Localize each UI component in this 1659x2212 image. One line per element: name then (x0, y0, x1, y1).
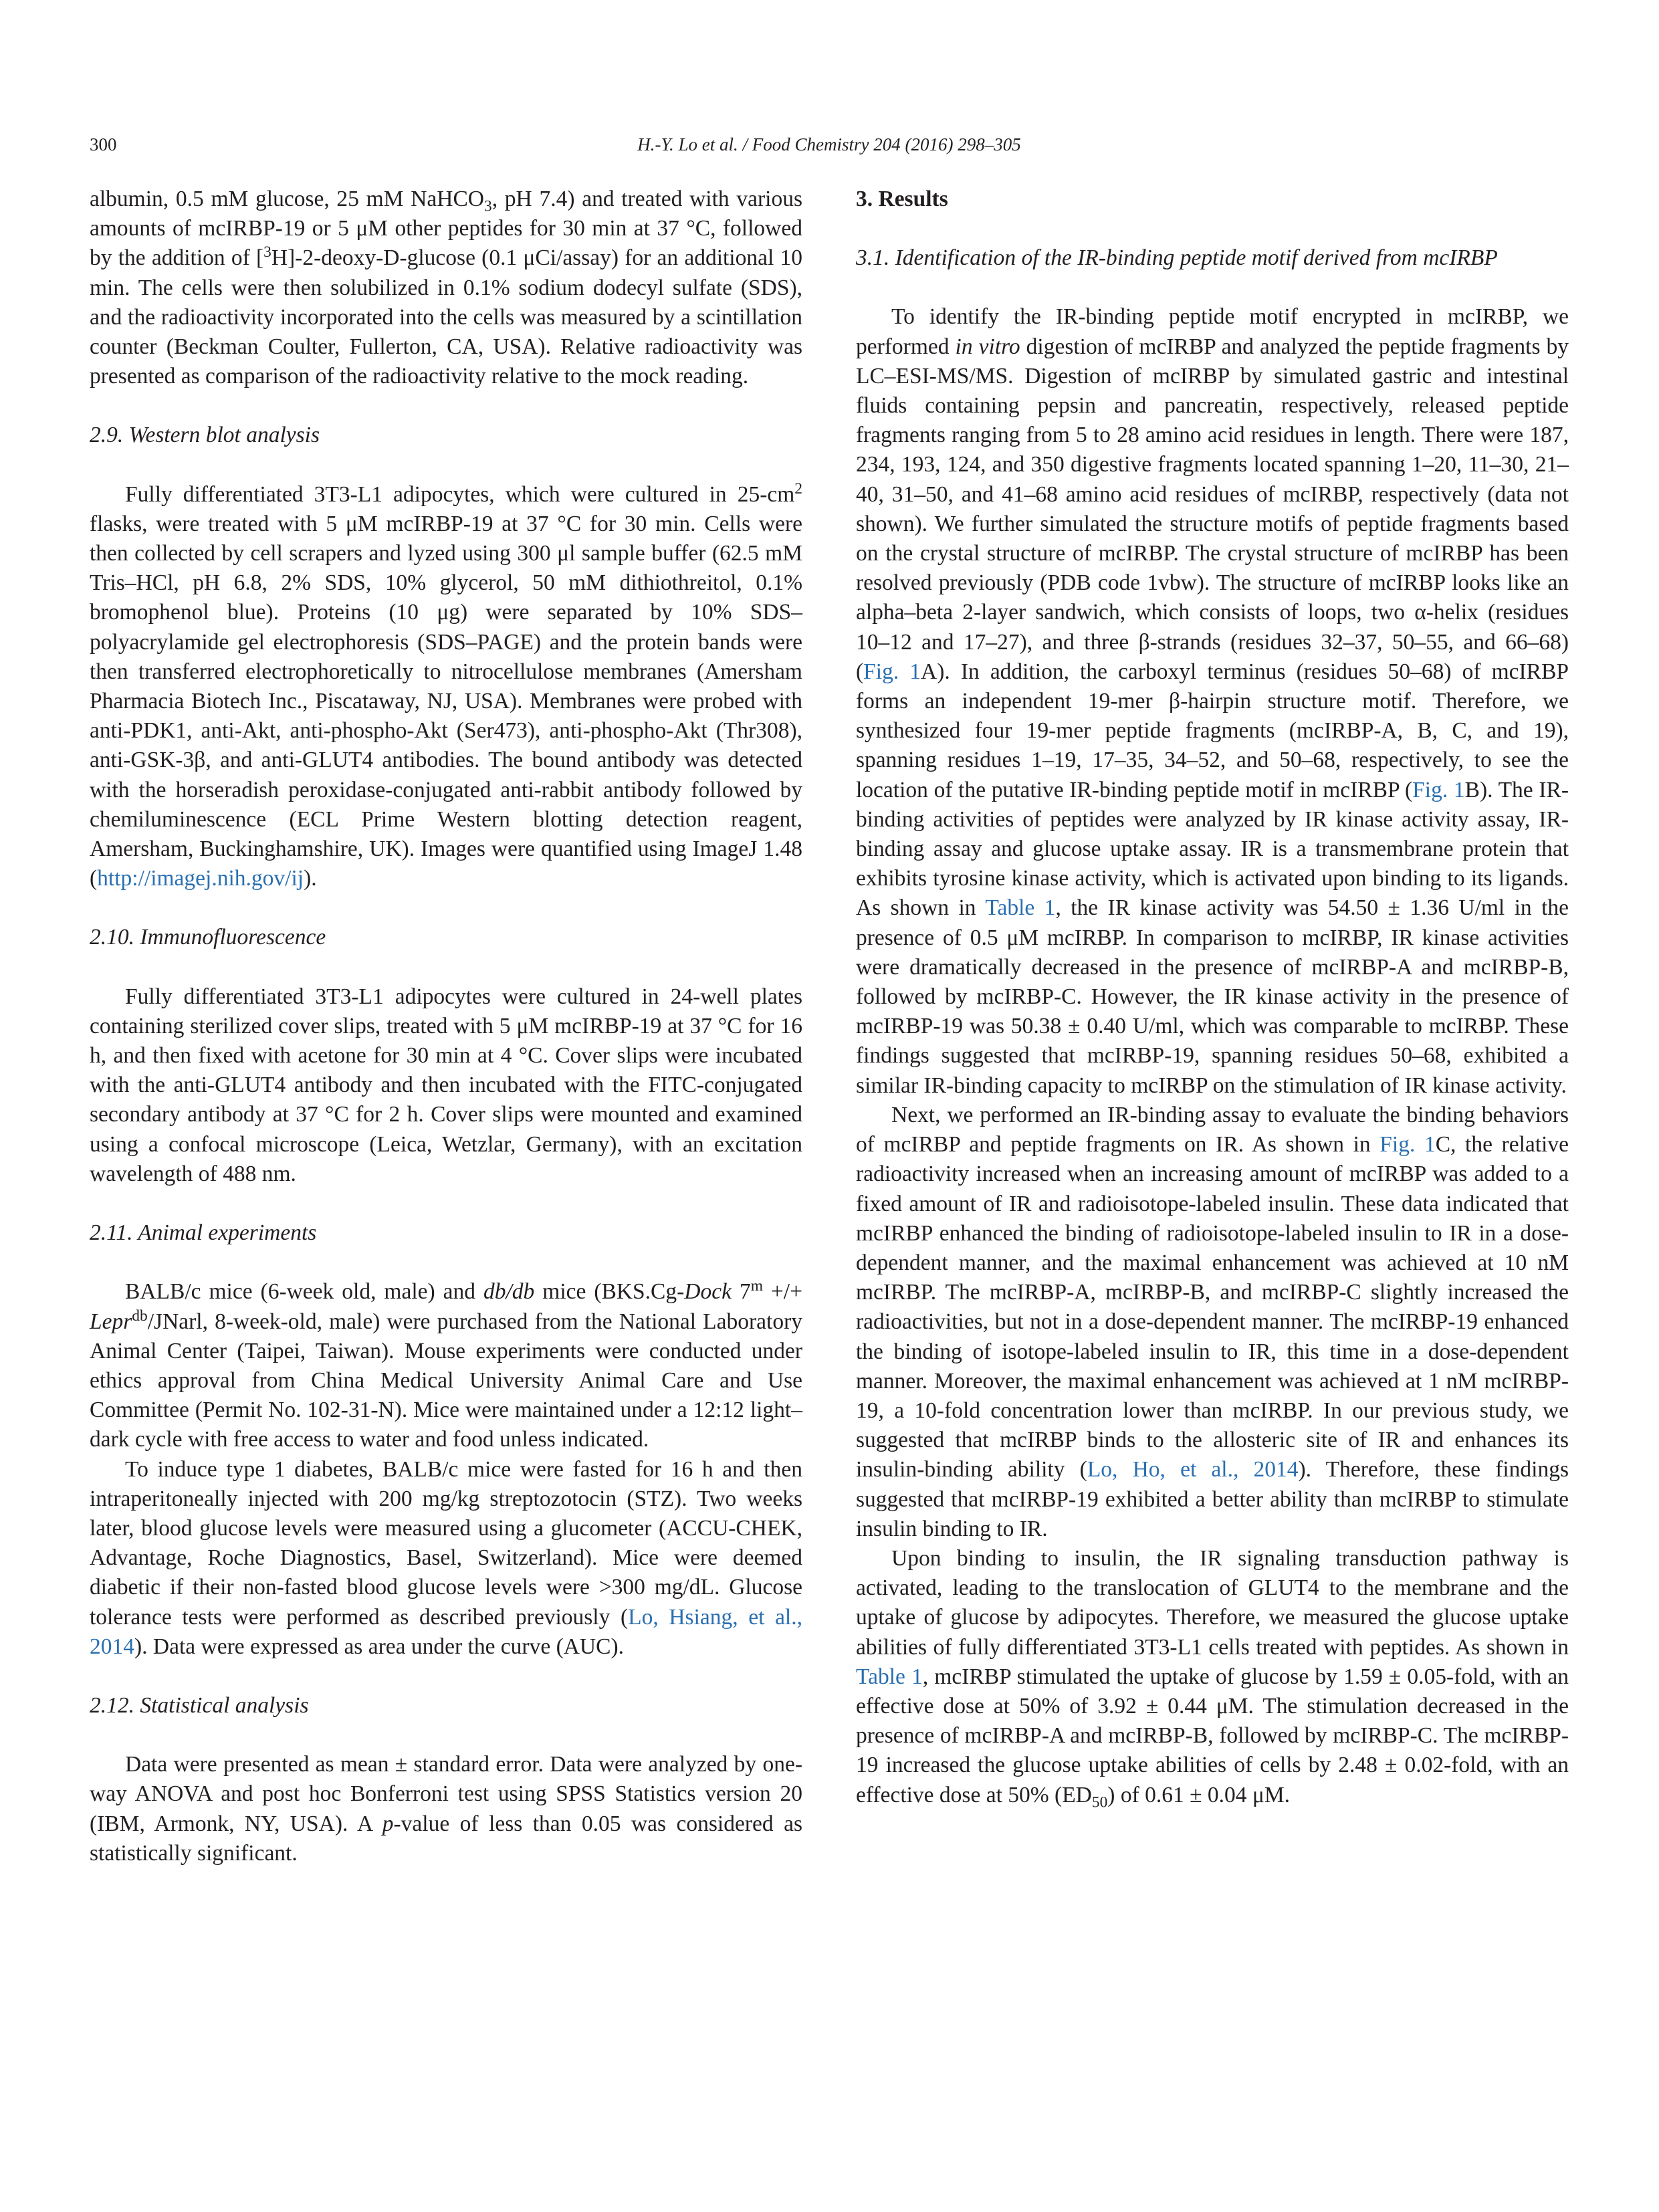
paragraph-results-3: Upon binding to insulin, the IR signaling transduction pathway is activated, leading to the translocation of GLUT4 to the membrane and the uptake of glucose by adipocytes. Therefore, we measured the glucose uptake abilities of fully differentiated 3T3-L1 cells treated with peptides. As shown in Table 1, mcIRBP stimulated the uptake of glucose by 1.59 ± 0.05-fold, with an effective dose at 50% of 3.92 ± 0.44 μM. The stimulation decreased in the presence of mcIRBP-A and mcIRBP-B, followed by mcIRBP-C. The mcIRBP-19 increased the glucose uptake abilities of cells by 2.48 ± 0.02-fold, with an effective dose at 50% $(ED_{50})$ of 0.61 ± 0.04 μM. (856, 1545, 1569, 1811)
paragraph-animal-diabetes: To induce type 1 diabetes, BALB/c mice were fasted for 16 h and then intraperitoneally injected with 200 mg/kg streptozotocin (STZ). Two weeks later, blood glucose levels were measured using a glucometer (ACCU-CHEK, Advantage, Roche Diagnostics, Basel, Switzerland). Mice were deemed diabetic if their non-fasted blood glucose levels were >300 mg/dL. Glucose tolerance tests were performed as described previously (Lo, Hsiang, et al., 2014). Data were expressed as area under the curve (AUC). (90, 1456, 802, 1659)
figure-link[interactable]: Fig. 1 (1379, 1132, 1436, 1157)
section-heading-statistical-analysis: 2.12. Statistical analysis (90, 1692, 309, 1718)
page-number: 300 (90, 134, 117, 154)
section-heading-results: 3. Results (856, 187, 948, 211)
section-heading-immunofluorescence: 2.10. Immunofluorescence (90, 925, 326, 950)
paragraph-immunofluorescence: Fully differentiated 3T3-L1 adipocytes were cultured in 24-well plates containing sterilized cover slips, treated with 5 μM mcIRBP-19 at 37 °C for 16 h, and then fixed with acetone for 30 min at 4 °C. Cover slips were incubated with the anti-GLUT4 antibody and then incubated with the FITC-conjugated secondary antibody at 37 °C for 2 h. Cover slips were mounted and examined using a confocal microscope (Leica, Wetzlar, Germany), with an excitation wavelength of 488 nm. (90, 984, 802, 1186)
section-heading-identification: 3.1. Identification of the IR-binding peptide motif derived from mcIRBP (856, 245, 1498, 271)
table-link[interactable]: Table 1 (856, 1664, 923, 1689)
citation-link-lo-hsiang[interactable]: Lo, Hsiang, et al., 2014 (90, 1604, 802, 1659)
figure-link[interactable]: Fig. 1 (863, 659, 921, 684)
paragraph-statistics: Data were presented as mean ± standard error. Data were analyzed by one-way ANOVA and post hoc Bonferroni test using SPSS Statistics version 20 (IBM, Armonk, NY, USA). A p-value of less than 0.05 was considered as statistically significant. (90, 1752, 802, 1866)
figure-link[interactable]: Fig. 1 (1412, 777, 1465, 802)
left-column (90, 185, 802, 1868)
paragraph-animal-mice: BALB/c mice (6-week old, male) and db/db mice (BKS.Cg-Dock $7^m$ +/+ Lepr$^{db}$/JNarl, 8-week-old, male) were purchased from the National Laboratory Animal Center (Taipei, Taiwan). Mouse experiments were conducted under ethics approval from China Medical University Animal Care and Use Committee (Permit No. 102-31-N). Mice were maintained under a 12:12 light–dark cycle with free access to water and food unless indicated. (90, 1277, 802, 1452)
running-header (90, 131, 1569, 158)
paragraph-results-2: Next, we performed an IR-binding assay to evaluate the binding behaviors of mcIRBP and peptide fragments on IR. As shown in Fig. 1C, the relative radioactivity increased when an increasing amount of mcIRBP was added to a fixed amount of IR and radioisotope-labeled insulin. These data indicated that mcIRBP enhanced the binding of radioisotope-labeled insulin to IR in a dose-dependent manner, and the maximal enhancement was achieved at 10 nM mcIRBP. The mcIRBP-A, mcIRBP-B, and mcIRBP-C slightly increased the radioactivities, but not in a dose-dependent manner. The mcIRBP-19 enhanced the binding of isotope-labeled insulin to IR, this time in a dose-dependent manner. Moreover, the maximal enhancement was achieved at 1 nM mcIRBP-19, a 10-fold concentration lower than mcIRBP. In our previous study, we suggested that mcIRBP binds to the allosteric site of IR and enhances its insulin-binding ability (Lo, Ho, et al., 2014). Therefore, these findings suggested that mcIRBP-19 exhibited a better ability than mcIRBP to stimulate insulin binding to IR. (856, 1102, 1569, 1541)
citation-link-lo-ho[interactable]: Lo, Ho, et al., 2014 (1087, 1457, 1299, 1482)
imagej-link[interactable]: http://imagej.nih.gov/ij (97, 866, 304, 891)
paragraph-western-blot: Fully differentiated 3T3-L1 adipocytes, which were cultured in $25-cm^2$ flasks, were treated with 5 μM mcIRBP-19 at 37 °C for 30 min. Cells were then collected by cell scrapers and lyzed using 300 μl sample buffer (62.5 mM Tris–HCl, pH 6.8, 2% SDS, 10% glycerol, 50 mM dithiothreitol, 0.1% bromophenol blue). Proteins (10 μg) were separated by 10% SDS–polyacrylamide gel electrophoresis (SDS–PAGE) and the protein bands were then transferred electrophoretically to nitrocellulose membranes (Amersham Pharmacia Biotech Inc., Piscataway, NJ, USA). Membranes were probed with anti-PDK1, anti-Akt, anti-phospho-Akt (Ser473), anti-phospho-Akt (Thr308), anti-GSK-3β, and anti-GLUT4 antibodies. The bound antibody was detected with the horseradish peroxidase-conjugated anti-rabbit antibody followed by chemiluminescence (ECL Prime Western blotting detection reagent, Amersham, Buckinghamshire, UK). Images were quantified using ImageJ 1.48 (http://imagej.nih.gov/ij). (90, 479, 802, 891)
right-column (856, 185, 1569, 1810)
paragraph-results-1: To identify the IR-binding peptide motif encrypted in mcIRBP, we performed in vitro digestion of mcIRBP and analyzed the peptide fragments by LC–ESI-MS/MS. Digestion of mcIRBP by simulated gastric and intestinal fluids containing pepsin and pancreatin, respectively, released peptide fragments ranging from 5 to 28 amino acid residues in length. There were 187, 234, 193, 124, and 350 digestive fragments located spanning 1–20, 11–30, 21–40, 31–50, and 41–68 amino acid residues of mcIRBP, respectively (data not shown). We further simulated the structure motifs of peptide fragments based on the crystal structure of mcIRBP. The crystal structure of mcIRBP has been resolved previously (PDB code 1vbw). The structure of mcIRBP looks like an alpha–beta 2-layer sandwich, which consists of loops, two α-helix (residues 10–12 and 17–27), and three β-strands (residues 32–37, 50–55, and 66–68) (Fig. 1A). In addition, the carboxyl terminus (residues 50–68) of mcIRBP forms an independent 19-mer β-hairpin structure motif. Therefore, we synthesized four 19-mer peptide fragments (mcIRBP-A, B, C, and 19), spanning residues 1–19, 17–35, 34–52, and 50–68, respectively, to see the location of the putative IR-binding peptide motif in mcIRBP (Fig. 1B). The IR-binding activities of peptides were analyzed by IR kinase activity assay, IR-binding assay and glucose uptake assay. IR is a transmembrane protein that exhibits tyrosine kinase activity, which is activated upon binding to its ligands. As shown in Table 1, the IR kinase activity was 54.50 ± 1.36 U/ml in the presence of 0.5 μM mcIRBP. In comparison to mcIRBP, IR kinase activities were dramatically decreased in the presence of mcIRBP-A and mcIRBP-B, followed by mcIRBP-C. However, the IR kinase activity in the presence of mcIRBP-19 was 50.38 ± 0.40 U/ml, which was comparable to mcIRBP. These findings suggested that mcIRBP-19, spanning residues 50–68, exhibited a similar IR-binding capacity to mcIRBP on the stimulation of IR kinase activity. (856, 304, 1569, 1098)
journal-citation: H.-Y. Lo et al. / Food Chemistry 204 (2016) 298–305 (637, 134, 1021, 154)
table-link[interactable]: Table 1 (985, 895, 1056, 921)
paragraph-assay-end: albumin, 0.5 mM glucose, 25 mM NaHCO$_3$, pH 7.4) and treated with various amounts of mcIRBP-19 or 5 μM other peptides for 30 min at 37 °C, followed by the addition of [$^3$H]-2-deoxy-D-glucose (0.1 μCi/assay) for an additional 10 min. The cells were then solubilized in 0.1% sodium dodecyl sulfate (SDS), and the radioactivity incorporated into the cells was measured by a scintillation counter (Beckman Coulter, Fullerton, CA, USA). Relative radioactivity was presented as comparison of the radioactivity relative to the mock reading. (90, 187, 802, 389)
section-heading-western-blot: 2.9. Western blot analysis (90, 423, 320, 448)
section-heading-animal-experiments: 2.11. Animal experiments (90, 1220, 317, 1246)
